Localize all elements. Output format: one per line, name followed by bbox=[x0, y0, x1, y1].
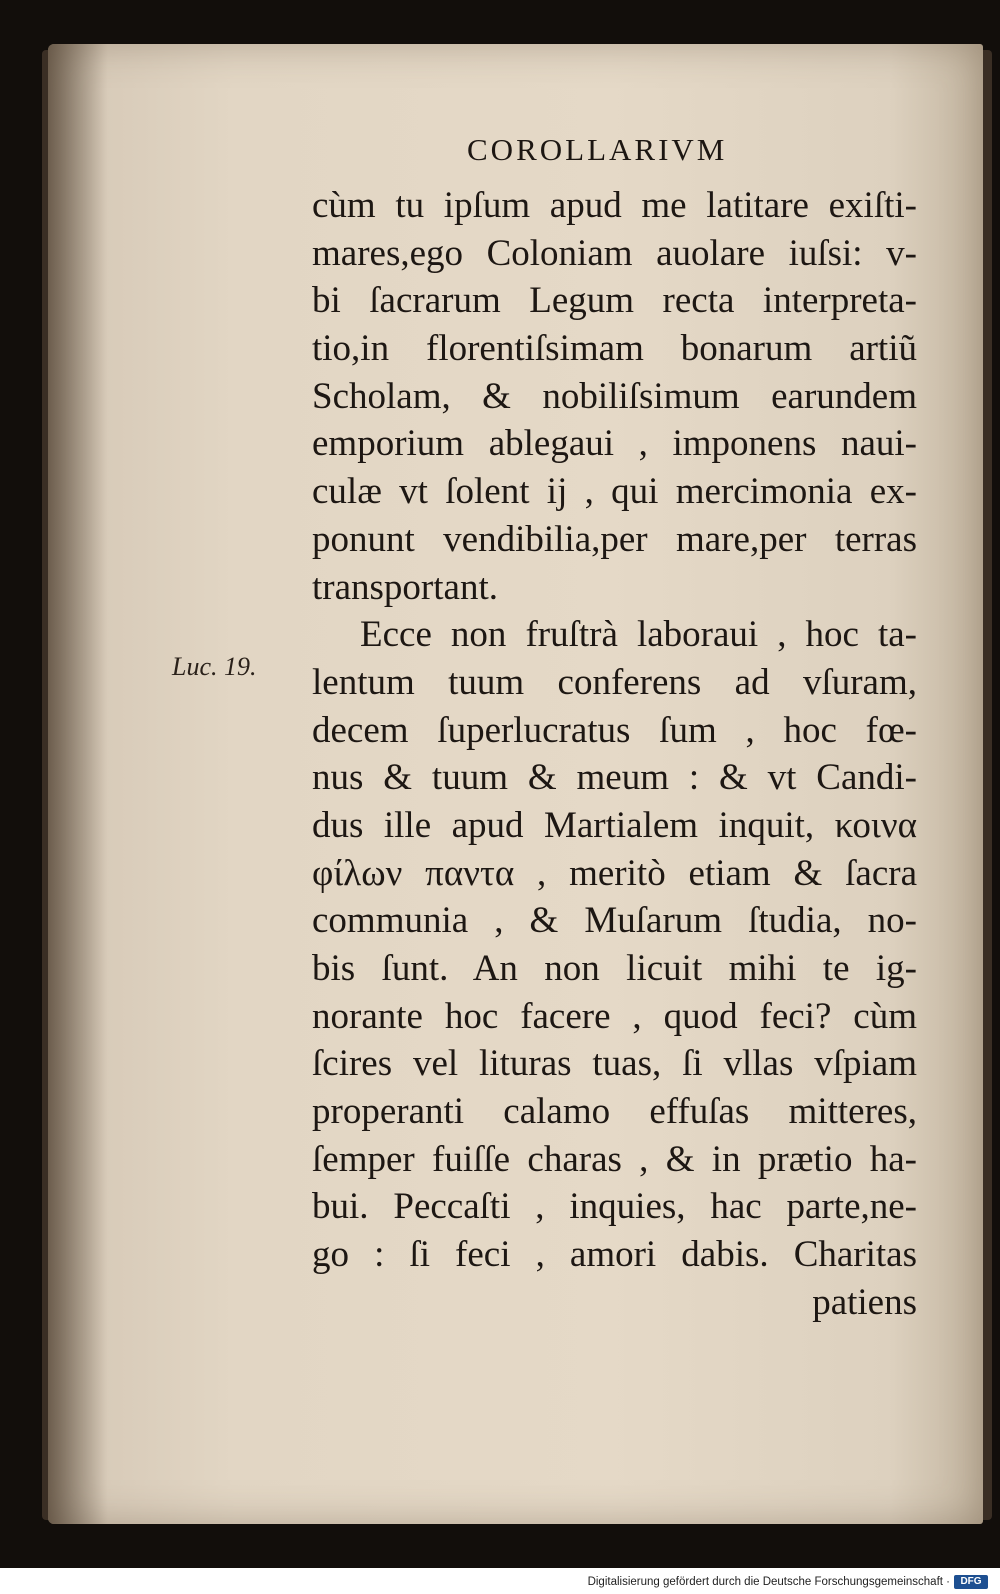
text-line: bui. Peccaſti , inquies, hac parte,ne- bbox=[312, 1186, 917, 1228]
text-line: ſemper fuiſſe charas , & in prætio ha- bbox=[312, 1138, 917, 1180]
text-line: properanti calamo effuſas mitteres, bbox=[312, 1091, 917, 1133]
text-line: go : ſi feci , amori dabis. Charitas bbox=[312, 1234, 917, 1276]
margin-note: Luc. 19. bbox=[172, 652, 257, 681]
text-line: ſcires vel lituras tuas, ſi vllas vſpiam bbox=[312, 1043, 917, 1085]
page-gutter-shadow bbox=[48, 44, 108, 1524]
text-line: mares,ego Coloniam auolare iuſsi: v- bbox=[312, 232, 917, 274]
text-line: φίλων παντα , meritò etiam & ſacra bbox=[312, 852, 917, 894]
text-line: Ecce non fruſtrà laboraui , hoc ta- bbox=[360, 614, 917, 656]
text-line: norante hoc facere , quod feci? cùm bbox=[312, 995, 917, 1037]
text-line: Scholam, & nobiliſsimum earundem bbox=[312, 375, 917, 417]
text-line: tio,in florentiſsimam bonarum artiũ bbox=[312, 328, 917, 370]
text-line: bi ſacrarum Legum recta interpreta- bbox=[312, 280, 917, 322]
footer-credit: Digitalisierung gefördert durch die Deutsche Forschungsgemeinschaft · bbox=[587, 1576, 950, 1588]
catchword: patiens bbox=[812, 1281, 917, 1323]
text-line: communia , & Muſarum ſtudia, no- bbox=[312, 900, 917, 942]
text-line: transportant. bbox=[312, 566, 498, 608]
text-line: nus & tuum & meum : & vt Candi- bbox=[312, 757, 917, 799]
text-line: culæ vt ſolent ij , qui mercimonia ex- bbox=[312, 471, 917, 513]
text-line: dus ille apud Martialem inquit, κοινα bbox=[312, 804, 917, 846]
text-line: bis ſunt. An non licuit mihi te ig- bbox=[312, 948, 917, 989]
text-line: emporium ablegaui , imponens naui- bbox=[312, 423, 917, 465]
text-line: lentum tuum conferens ad vſuram, bbox=[312, 661, 917, 703]
running-head: COROLLARIVM bbox=[467, 132, 728, 167]
text-line: decem ſuperlucratus ſum , hoc fœ- bbox=[312, 709, 917, 751]
text-line: ponunt vendibilia,per mare,per terras bbox=[312, 518, 917, 560]
text-line: cùm tu ipſum apud me latitare exiſti- bbox=[312, 185, 917, 226]
text-block bbox=[312, 182, 917, 1327]
dfg-logo-icon: DFG bbox=[954, 1575, 988, 1589]
